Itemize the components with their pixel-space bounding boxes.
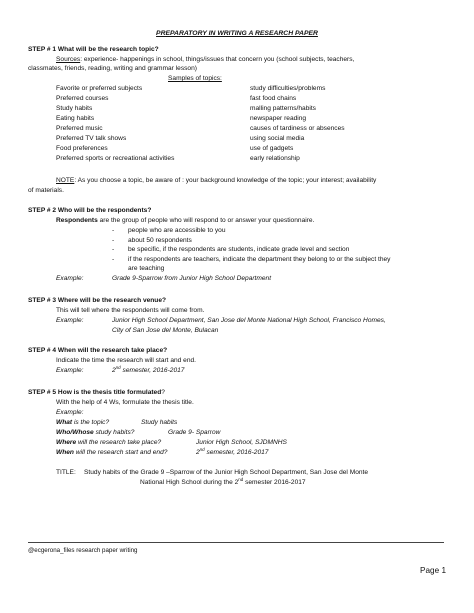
- topic-item: Food preferences: [56, 145, 108, 152]
- step2-example-text: Grade 9-Sparrow from Junior High School Department: [112, 275, 272, 282]
- topic-item: Preferred courses: [56, 95, 109, 102]
- step5-q2: [56, 428, 134, 437]
- step2-respondents-line: [56, 216, 314, 225]
- respondent-criterion: if the respondents are teachers, indicate the department they belong to or the subject they: [128, 255, 391, 263]
- step4-example-sup: nd: [115, 364, 121, 370]
- page-number: Page 1: [420, 566, 446, 575]
- title-text-2b: semester 2016-2017: [243, 479, 306, 486]
- step1-sources-line: [56, 55, 354, 64]
- step3-example-text-2: City of San Jose del Monte, Bulacan: [112, 327, 219, 334]
- step5-q1: [56, 418, 109, 427]
- step4-example-label: Example:: [56, 367, 84, 374]
- step3-line: This will tell where the respondents will come from.: [56, 307, 205, 314]
- step1-heading: STEP # 1 What will be the research topic?: [28, 46, 159, 53]
- q4-rest: will the research start and end?: [73, 449, 168, 456]
- step5-a3: Junior High School, SJDMNHS: [196, 439, 287, 446]
- step3-example-text-1: Junior High School Department, San Jose del Monte National High School, Francisco Homes,: [112, 317, 386, 324]
- step2-heading: STEP # 2 Who will be the respondents?: [28, 207, 152, 214]
- q3-rest: will the research take place?: [76, 439, 162, 446]
- q4-bold: When: [56, 449, 74, 456]
- topic-item: Preferred TV talk shows: [56, 135, 127, 142]
- note-text-2: of materials.: [28, 187, 64, 194]
- respondent-criterion: be specific, if the respondents are students, indicate grade level and section: [128, 246, 350, 254]
- topic-item: malling patterns/habits: [250, 105, 316, 112]
- bullet-dash: -: [112, 227, 115, 234]
- step5-a2: Grade 9- Sparrow: [168, 429, 221, 436]
- step5-a1: Study habits: [141, 419, 178, 426]
- step5-heading-q: ?: [161, 389, 165, 396]
- footer-text: @ecgerona_files research paper writing: [28, 547, 138, 554]
- bullet-dash: -: [112, 255, 115, 263]
- footer-divider: [28, 542, 444, 543]
- respondents-text: are the group of people who will respond to or answer your questionnaire.: [97, 217, 315, 224]
- topic-item: study difficulties/problems: [250, 85, 326, 92]
- step1-note-line: [56, 176, 376, 185]
- step5-a4: [196, 448, 268, 457]
- step5-q4: [56, 448, 167, 457]
- respondent-criterion: people who are accessible to you: [128, 227, 226, 234]
- title-text-1: Study habits of the Grade 9 –Sparrow of the Junior High School Department, San Jose del Monte: [84, 469, 369, 476]
- topic-item: using social media: [250, 135, 305, 142]
- bullet-dash: -: [112, 236, 115, 244]
- step4-line: Indicate the time the research will start and end.: [56, 357, 197, 364]
- topic-item: Study habits: [56, 105, 93, 112]
- title-label: TITLE:: [56, 469, 76, 476]
- step4-example-rest: semester, 2016-2017: [120, 367, 185, 374]
- topic-item: fast food chains: [250, 95, 297, 102]
- topic-item: early relationship: [250, 155, 300, 162]
- bullet-dash: -: [112, 246, 115, 254]
- page-title: PREPARATORY IN WRITING A RESEARCH PAPER: [156, 30, 318, 37]
- topic-item: causes of tardiness or absences: [250, 125, 345, 132]
- title-text-2a: National High School during the 2: [140, 479, 239, 486]
- step4-example-num: 2: [112, 367, 116, 374]
- sources-text-2: classmates, friends, reading, writing and grammar lesson): [28, 65, 197, 72]
- topic-item: Preferred sports or recreational activities: [56, 155, 175, 162]
- respondents-label: Respondents: [56, 217, 98, 224]
- q1-bold: What: [56, 419, 73, 426]
- step3-heading: STEP # 3 Where will be the research venue?: [28, 297, 167, 304]
- q2-rest: study habits?: [93, 429, 135, 436]
- a4-num: 2: [196, 449, 200, 456]
- a4-sup: nd: [199, 446, 205, 452]
- q1-rest: is the topic?: [72, 419, 110, 426]
- step5-line: With the help of 4 Ws, formulate the thesis title.: [56, 399, 194, 406]
- step4-example-text: [112, 366, 184, 375]
- note-text-1: : As you choose a topic, be aware of : your background knowledge of the topic; your interest; availability: [74, 177, 377, 184]
- respondent-criterion: about 50 respondents: [128, 236, 192, 244]
- title-text-2: [140, 478, 306, 487]
- topic-item: newspaper reading: [250, 115, 307, 122]
- step3-example-label: Example:: [56, 317, 84, 324]
- topic-item: Favorite or preferred subjects: [56, 85, 143, 92]
- step5-example-label: Example:: [56, 409, 84, 416]
- title-text-2-sup: nd: [238, 476, 244, 482]
- note-label: NOTE: [56, 177, 75, 184]
- samples-label: Samples of topics:: [168, 75, 222, 82]
- step2-example-label: Example:: [56, 275, 84, 282]
- bullet-continuation: are teaching: [128, 265, 165, 272]
- step4-heading: STEP # 4 When will the research take place?: [28, 347, 168, 354]
- step5-heading: STEP # 5 How is the thesis title formulated: [28, 389, 162, 396]
- topic-item: Preferred music: [56, 125, 103, 132]
- sources-label: Sources: [56, 56, 81, 63]
- step5-q3: [56, 438, 161, 447]
- q3-bold: Where: [56, 439, 77, 446]
- q2-bold: Who/Whose: [56, 429, 94, 436]
- sources-text-1: : experience- happenings in school, things/issues that concern you (school subjects, teachers,: [80, 56, 355, 63]
- step5-heading-line: [28, 388, 165, 397]
- topic-item: use of gadgets: [250, 145, 294, 152]
- topic-item: Eating habits: [56, 115, 95, 122]
- a4-rest: semester, 2016-2017: [204, 449, 269, 456]
